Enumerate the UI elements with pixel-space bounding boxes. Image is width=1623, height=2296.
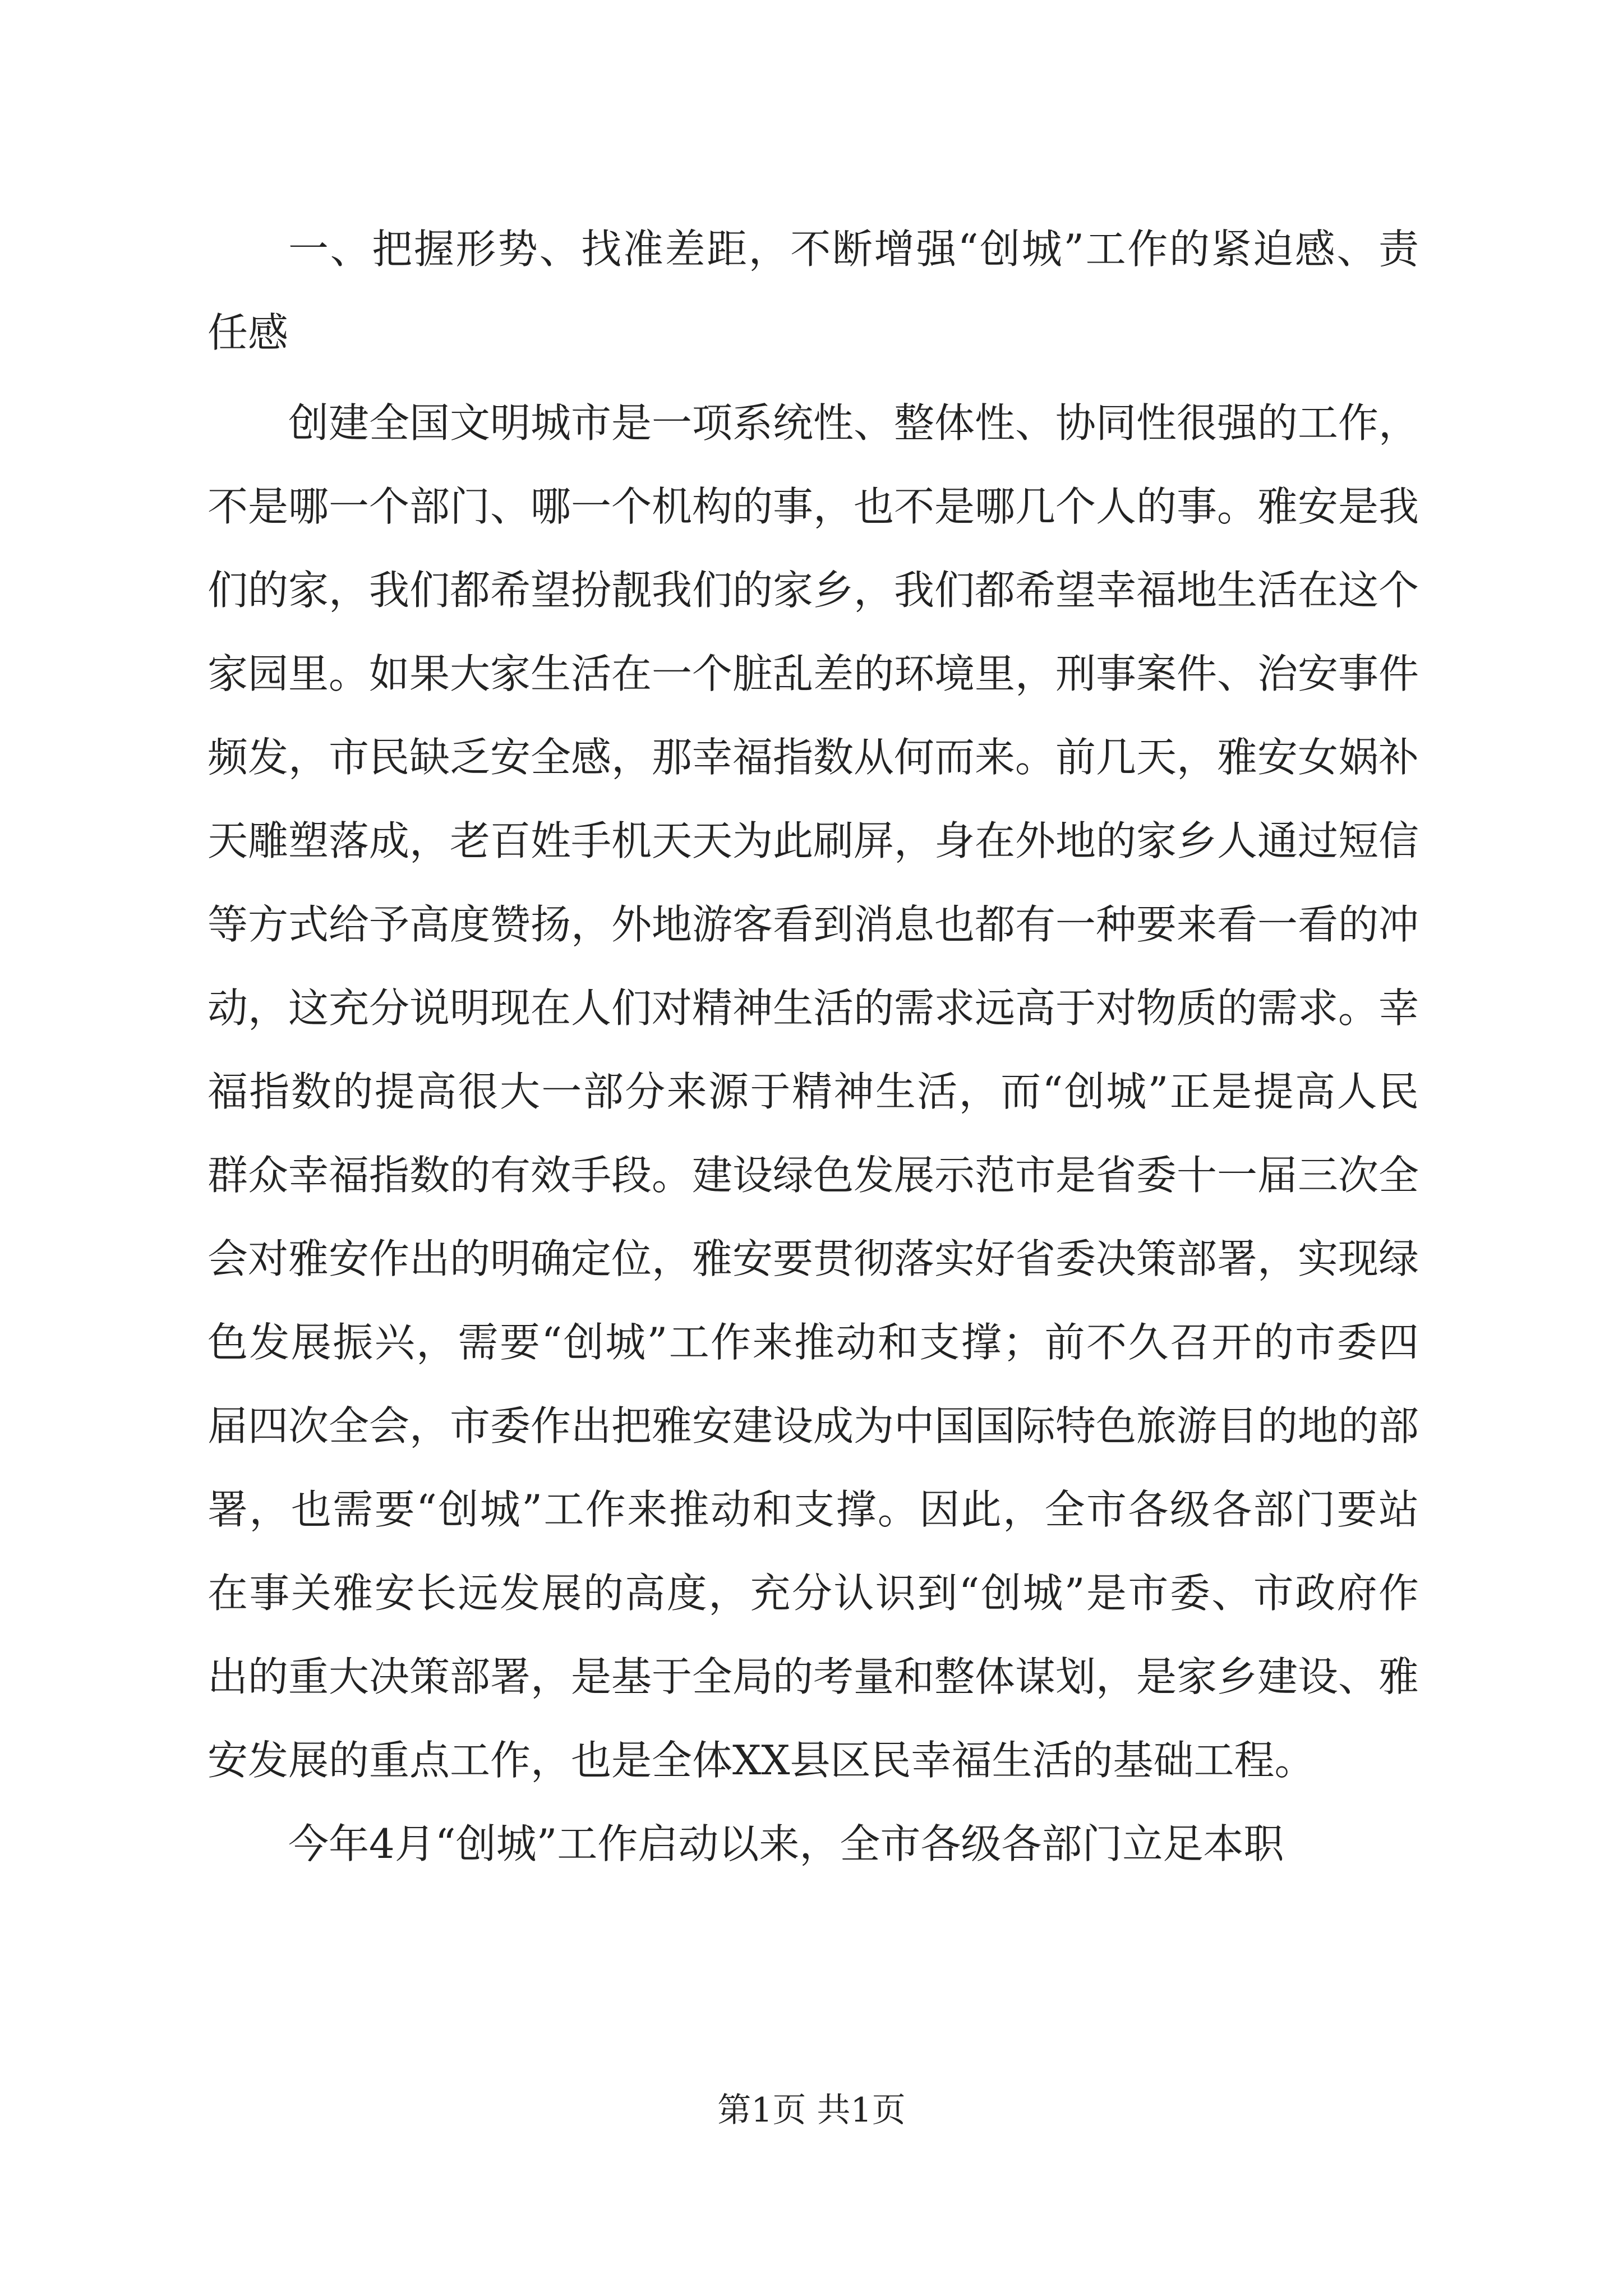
body-paragraph-2: 今年4月“创城”工作启动以来，全市各级各部门立足本职 xyxy=(288,1820,1284,1867)
body-paragraph-1: 创建全国文明城市是一项系统性、整体性、协同性很强的工作，不是哪一个部门、哪一个机构的事，也不是哪几个人的事。雅安是我们的家，我们都希望扮靓我们的家乡，我们都希望幸福地生活在这个家园里。如果大家生活在一个脏乱差的环境里，刑事案件、治安事件频发，市民缺乏安全感，那幸福指数从何而来。前几天，雅安女娲补天雕塑落成，老百姓手机天天为此刷屏，身在外地的家乡人通过短信等方式给予高度赞扬，外地游客看到消息也都有一种要来看一看的冲动，这充分说明现在人们对精神生活的需求远高于对物质的需求。幸福指数的提高很大一部分来源于精神生活，而“创城”正是提高人民群众幸福指数的有效手段。建设绿色发展示范市是省委十一届三次全会对雅安作出的明确定位，雅安要贯彻落实好省委决策部署，实现绿色发展振兴，需要“创城”工作来推动和支撑；前不久召开的市委四届四次全会，市委作出把雅安建设成为中国国际特色旅游目的地的部署，也需要“创城”工作来推动和支撑。因此，全市各级各部门要站在事关雅安长远发展的高度，充分认识到“创城”是市委、市政府作出的重大决策部署，是基于全局的考量和整体谋划，是家乡建设、雅安发展的重点工作，也是全体XX县区民幸福生活的基础工程。 xyxy=(208,399,1419,1784)
page-footer: 第1页 共1页 xyxy=(717,2091,906,2130)
section-heading: 一、把握形势、找准差距，不断增强“创城”工作的紧迫感、责任感 xyxy=(208,226,1419,356)
document-body xyxy=(208,208,1419,1886)
